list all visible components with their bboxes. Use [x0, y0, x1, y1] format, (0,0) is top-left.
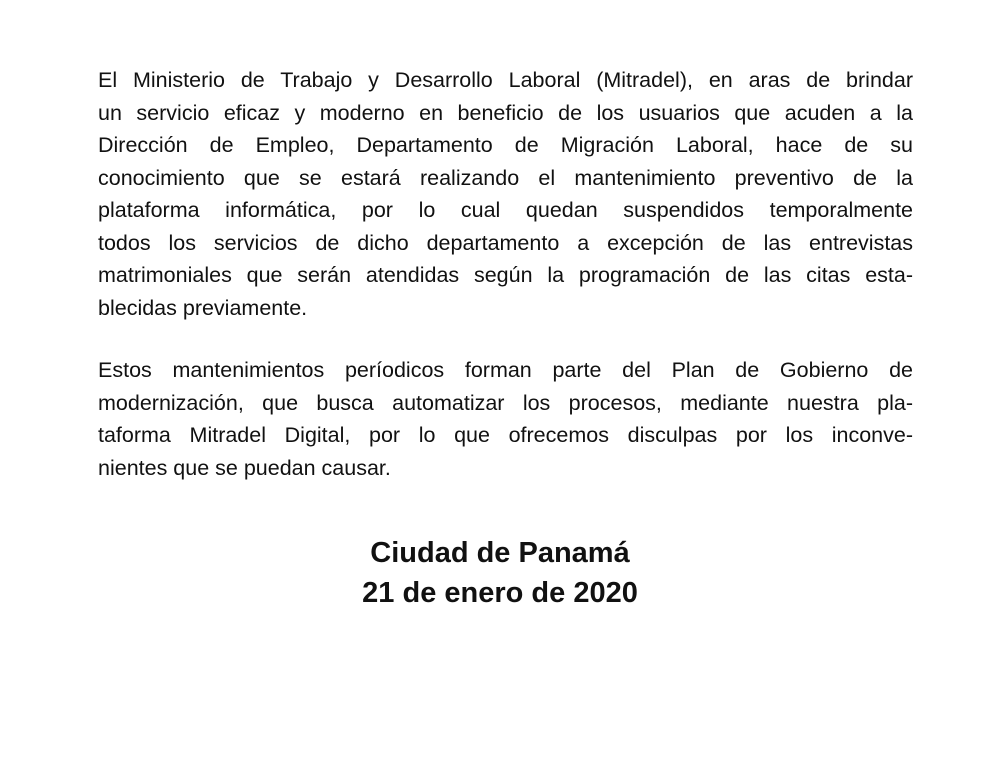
paragraph-line: El Ministerio de Trabajo y Desarrollo Laboral (Mitradel), en aras de brindar: [98, 68, 913, 92]
closing-place: Ciudad de Panamá: [370, 537, 630, 569]
paragraph-line: plataforma informática, por lo cual quedan suspendidos temporalmente: [98, 198, 913, 222]
paragraph-line: todos los servicios de dicho departamento a excepción de las entrevistas: [98, 230, 913, 255]
closing-signature-block: [0, 533, 1000, 613]
paragraph-line: matrimoniales que serán atendidas según la programación de las citas esta-: [98, 263, 913, 287]
closing-date: 21 de enero de 2020: [362, 577, 638, 609]
paragraph-line: taforma Mitradel Digital, por lo que ofrecemos disculpas por los inconve-: [98, 423, 913, 447]
paragraph-spacer: [98, 324, 913, 354]
paragraph-line: un servicio eficaz y moderno en beneficio de los usuarios que acuden a la: [98, 100, 913, 125]
paragraph-line: modernización, que busca automatizar los procesos, mediante nuestra pla-: [98, 390, 913, 415]
paragraph-line: blecidas previamente.: [98, 295, 308, 320]
paragraph-line: nientes que se puedan causar.: [98, 455, 391, 480]
paragraph-line: Dirección de Empleo, Departamento de Migración Laboral, hace de su: [98, 133, 913, 157]
paragraph-line: conocimiento que se estará realizando el mantenimiento preventivo de la: [98, 165, 913, 190]
paragraph-maintenance-notice: [98, 64, 913, 324]
paragraph-line: Estos mantenimientos períodicos forman parte del Plan de Gobierno de: [98, 358, 913, 382]
paragraph-modernization-plan: [98, 354, 913, 484]
notice-body: [98, 64, 913, 484]
